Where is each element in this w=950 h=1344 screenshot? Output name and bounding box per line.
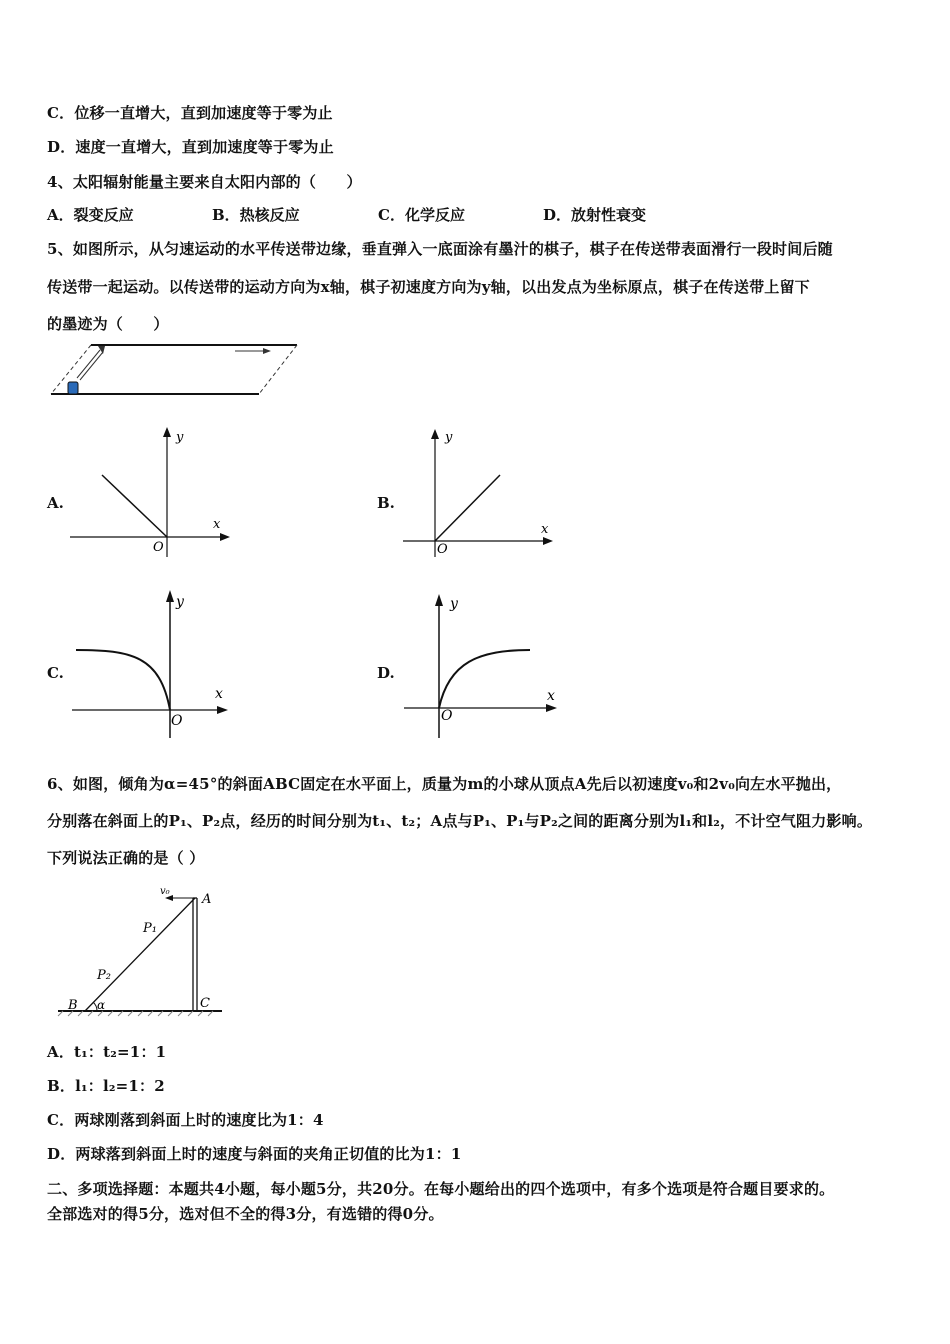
q5-graph-a-label: A. bbox=[47, 494, 64, 512]
fig-label-alpha: α bbox=[97, 998, 106, 1012]
fig-label-B: B bbox=[68, 998, 78, 1013]
q5-graph-b-label: B. bbox=[377, 494, 395, 512]
q6-stem-line3: 下列说法正确的是（ ） bbox=[47, 849, 205, 867]
fig-label-C: C bbox=[200, 996, 210, 1011]
fig-label-A: A bbox=[202, 892, 212, 907]
q5-graph-b bbox=[403, 425, 563, 565]
q5-graph-d-label: D. bbox=[377, 664, 395, 682]
fig-label-v0: v₀ bbox=[160, 886, 170, 897]
q3-option-c: C．位移一直增大，直到加速度等于零为止 bbox=[47, 104, 333, 122]
q5-graph-c-x: x bbox=[215, 686, 223, 702]
fig-label-P1: P₁ bbox=[143, 921, 157, 936]
q5-graph-d-x: x bbox=[547, 688, 555, 704]
section2-line2: 全部选对的得5分，选对但不全的得3分，有选错的得0分。 bbox=[47, 1205, 444, 1223]
q5-graph-a-y: y bbox=[176, 430, 184, 445]
q4-stem: 4、太阳辐射能量主要来自太阳内部的（ ） bbox=[47, 173, 362, 191]
q4-option-a: A．裂变反应 bbox=[47, 206, 134, 224]
q4-option-b: B．热核反应 bbox=[212, 206, 300, 224]
q6-option-c: C．两球刚落到斜面上时的速度比为1：4 bbox=[47, 1111, 324, 1129]
incline-figure bbox=[55, 884, 230, 1014]
q5-graph-d-origin: O bbox=[441, 708, 453, 724]
section2-line1: 二、多项选择题：本题共4小题，每小题5分，共20分。在每小题给出的四个选项中，有多个选项是符合题目要求的。 bbox=[47, 1180, 835, 1198]
q5-graph-d bbox=[404, 592, 569, 742]
q3-option-d: D．速度一直增大，直到加速度等于零为止 bbox=[47, 138, 334, 156]
q5-graph-a-origin: O bbox=[153, 540, 164, 555]
q5-stem-line3: 的墨迹为（ ） bbox=[47, 315, 169, 333]
q6-option-a: A．t₁：t₂=1：1 bbox=[47, 1043, 167, 1061]
q5-graph-d-y: y bbox=[450, 596, 458, 612]
q5-graph-c bbox=[72, 588, 242, 743]
q5-graph-b-origin: O bbox=[437, 542, 448, 557]
fig-label-P2: P₂ bbox=[97, 968, 111, 983]
q4-option-c: C．化学反应 bbox=[378, 206, 465, 224]
q5-graph-a-x: x bbox=[213, 517, 221, 532]
q5-graph-c-label: C. bbox=[47, 664, 64, 682]
q5-stem-line2: 传送带一起运动。以传送带的运动方向为x轴，棋子初速度方向为y轴，以出发点为坐标原点，棋子在传送带上留下 bbox=[47, 278, 810, 296]
q6-stem-line2: 分别落在斜面上的P₁、P₂点，经历的时间分别为t₁、t₂；A点与P₁、P₁与P₂之间的距离分别为l₁和l₂，不计空气阻力影响。 bbox=[47, 812, 873, 830]
q5-graph-c-y: y bbox=[176, 594, 184, 610]
conveyor-belt-figure bbox=[45, 340, 305, 402]
q4-option-d: D．放射性衰变 bbox=[543, 206, 647, 224]
q6-option-d: D．两球落到斜面上时的速度与斜面的夹角正切值的比为1：1 bbox=[47, 1145, 462, 1163]
q6-option-b: B．l₁：l₂=1：2 bbox=[47, 1077, 165, 1095]
q6-stem-line1: 6、如图，倾角为α=45°的斜面ABC固定在水平面上，质量为m的小球从顶点A先后以初速度v₀和2v₀向左水平抛出， bbox=[47, 775, 842, 793]
q5-graph-c-origin: O bbox=[171, 713, 183, 729]
q5-stem-line1: 5、如图所示，从匀速运动的水平传送带边缘，垂直弹入一底面涂有墨汁的棋子，棋子在传送带表面滑行一段时间后随 bbox=[47, 240, 833, 258]
q5-graph-b-x: x bbox=[541, 522, 549, 537]
q5-graph-b-y: y bbox=[445, 430, 453, 445]
q5-graph-a bbox=[70, 425, 240, 565]
